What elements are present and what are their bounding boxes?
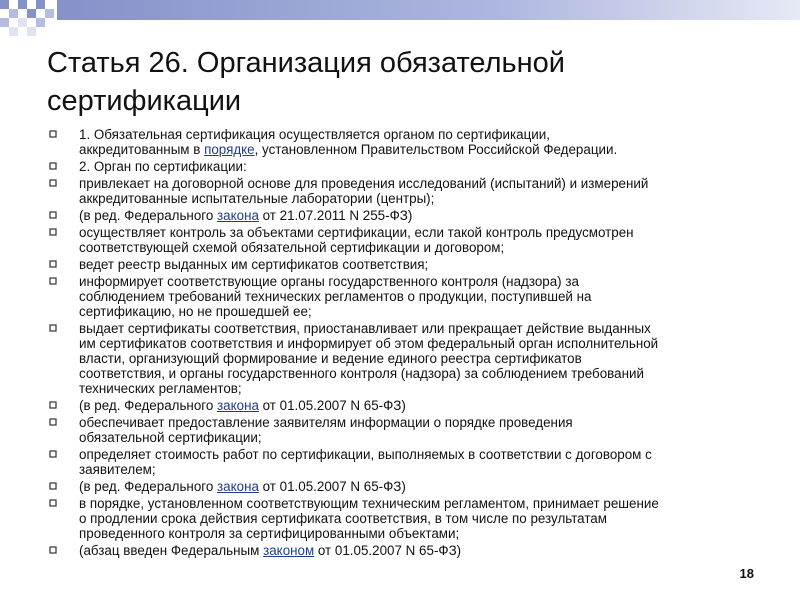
list-item xyxy=(47,496,782,541)
list-item xyxy=(47,225,782,255)
square-bullet-icon xyxy=(47,480,59,492)
list-item xyxy=(47,398,782,413)
list-item xyxy=(47,208,782,223)
list-item xyxy=(47,321,782,396)
list-item xyxy=(47,543,782,558)
law-link[interactable]: закона xyxy=(217,208,259,223)
item-text: обеспечивает предоставление заявителям информации о порядке проведения обязательной сертификации; xyxy=(79,415,573,445)
item-text-tail: , установленном Правительством Российской Федерации. xyxy=(254,142,618,157)
slide-title: Статья 26. Организация обязательной сертификации xyxy=(47,47,565,117)
item-text: (в ред. Федерального xyxy=(79,208,218,223)
square-bullet-icon xyxy=(47,544,59,556)
list-item xyxy=(47,257,782,272)
item-text: осуществляет контроль за объектами сертификации, если такой контроль предусмотрен соответствующей схемой обязательной сертификации и договором; xyxy=(79,225,634,255)
item-text: информирует соответствующие органы государственного контроля (надзора) за соблюдением требований технических регламентов о продукции, поступившей на сертификацию, но не прошедшей ее; xyxy=(79,274,592,319)
list-item xyxy=(47,127,782,157)
list-item xyxy=(47,176,782,206)
item-text: (в ред. Федерального xyxy=(79,398,218,413)
checker-decoration xyxy=(0,0,57,40)
item-text: (абзац введен Федеральным xyxy=(79,543,264,558)
item-text: 2. Орган по сертификации: xyxy=(79,159,247,174)
square-bullet-icon xyxy=(47,160,59,172)
list-item xyxy=(47,415,782,445)
law-link[interactable]: закона xyxy=(217,398,259,413)
square-bullet-icon xyxy=(47,497,59,509)
top-gradient-band xyxy=(57,0,800,20)
item-text-tail: от 01.05.2007 N 65-ФЗ) xyxy=(314,543,462,558)
square-bullet-icon xyxy=(47,128,59,140)
article-list xyxy=(47,127,782,560)
square-bullet-icon xyxy=(47,226,59,238)
law-link[interactable]: законом xyxy=(263,543,315,558)
list-item xyxy=(47,447,782,477)
item-text: выдает сертификаты соответствия, приостанавливает или прекращает действие выданных им сертификатов соответствия и информирует об этом федеральный орган исполнительной власти, организующий формирование и ведение единого реестра сертификатов соответствия, и органы государственного контроля (надзора) за соблюдением требований технических регламентов; xyxy=(79,321,659,396)
item-text: (в ред. Федерального xyxy=(79,479,218,494)
law-link[interactable]: закона xyxy=(217,479,259,494)
square-bullet-icon xyxy=(47,177,59,189)
square-bullet-icon xyxy=(47,209,59,221)
item-text-tail: от 01.05.2007 N 65-ФЗ) xyxy=(258,398,406,413)
list-item xyxy=(47,274,782,319)
item-text-tail: от 01.05.2007 N 65-ФЗ) xyxy=(258,479,406,494)
square-bullet-icon xyxy=(47,275,59,287)
page-number: 18 xyxy=(739,566,754,581)
item-text: привлекает на договорной основе для проведения исследований (испытаний) и измерений аккредитованные испытательные лаборатории (центры); xyxy=(79,176,649,206)
square-bullet-icon xyxy=(47,416,59,428)
item-text: определяет стоимость работ по сертификации, выполняемых в соответствии с договором с заявителем; xyxy=(79,447,652,477)
item-text: в порядке, установленном соответствующим техническим регламентом, принимает решение о продлении срока действия сертификата соответствия, в том числе по результатам проведенного контроля за сертифицированными объектами; xyxy=(79,496,659,541)
list-item xyxy=(47,479,782,494)
item-text: 1. Обязательная сертификация осуществляется органом по сертификации, аккредитованным в xyxy=(79,127,550,157)
square-bullet-icon xyxy=(47,399,59,411)
law-link[interactable]: порядке xyxy=(204,142,255,157)
square-bullet-icon xyxy=(47,322,59,334)
square-bullet-icon xyxy=(47,258,59,270)
item-text: ведет реестр выданных им сертификатов соответствия; xyxy=(79,257,429,272)
square-bullet-icon xyxy=(47,448,59,460)
list-item xyxy=(47,159,782,174)
item-text-tail: от 21.07.2011 N 255-ФЗ) xyxy=(258,208,413,223)
